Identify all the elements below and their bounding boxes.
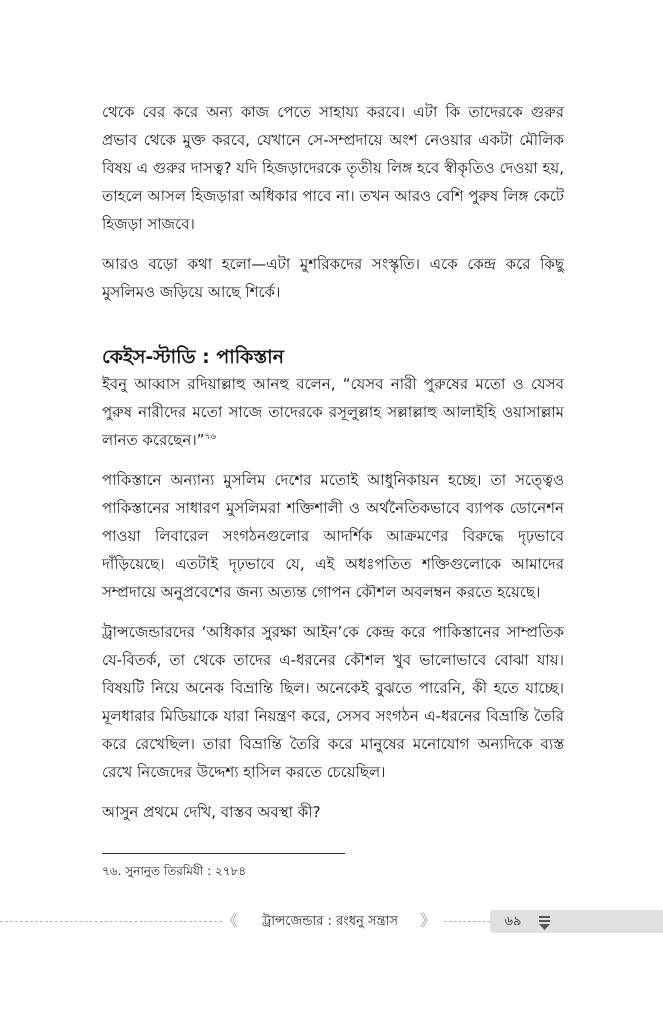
main-text-block [102,370,564,838]
footnote-divider [102,853,345,854]
body-paragraph: থেকে বের করে অন্য কাজ পেতে সাহায্য করবে। এটা কি তাদেরকে গুরুর প্রভাব থেকে মুক্ত করবে, যেখানে সে-সম্প্রদায়ে অংশ নেওয়ার একটা মৌলিক বিষয় এ গুরুর দাসত্ব? যদি হিজড়াদেরকে তৃতীয় লিঙ্গ হবে স্বীকৃতিও দেওয়া হয়, তাহলে আসল হিজড়ারা অধিকার পাবে না। তখন আরও বেশি পুরুষ লিঙ্গ কেটে হিজড়া সাজবে। [102,103,564,233]
page-number: ৬৯ [504,914,522,929]
section-heading: কেইস-স্টাডি : পাকিস্তান [102,346,284,368]
hadith-text: ইবনু আব্বাস রদিয়াল্লাহু আনহু বলেন, “যেসব নারী পুরুষের মতো ও যেসব পুরুষ নারীদের মতো সাজে তাদেরকে রসূলুল্লাহ সল্লাল্লাহু আলাইহি ওয়াসাল্লাম লানত করেছেন।” [102,375,564,449]
footnote: ৭৬. সুনানুত তিরমিযী : ২৭৮৪ [102,864,247,878]
intro-text-block [102,98,564,318]
chevron-left-ornament-icon: 《 [222,911,239,930]
page-number-box [490,910,560,933]
footer-band [560,910,663,933]
footer-title-box [230,909,430,935]
body-paragraph: ট্রান্সজেন্ডারদের ‘অধিকার সুরক্ষা আইন’কে কেন্দ্র করে পাকিস্তানের সাম্প্রতিক যে-বিতর্ক, তা থেকে তাদের এ-ধরনের কৌশল খুব ভালোভাবে বোঝা যায়। বিষয়টি নিয়ে অনেক বিভ্রান্তি ছিল। অনেকেই বুঝতে পারেনি, কী হতে যাচ্ছে। মূলধারার মিডিয়াকে যারা নিয়ন্ত্রণ করে, সেসব সংগঠন এ-ধরনের বিভ্রান্তি তৈরি করে রেখেছিল। তারা বিভ্রান্তি তৈরি করে মানুষের মনোযোগ অন্যদিকে ব্যস্ত রেখে নিজেদের উদ্দেশ্য হাসিল করতে চেয়েছিল। [102,623,564,781]
footer-dashed-line-right [444,921,490,923]
page-turn-icon [536,912,556,932]
footer-dashed-line-left [0,921,222,923]
footnote-reference[interactable]: ৭৬ [204,432,217,442]
body-paragraph: পাকিস্তানে অন্যান্য মুসলিম দেশের মতোই আধুনিকায়ন হচ্ছে। তা সত্ত্বেও পাকিস্তানের সাধারণ মুসলিমরা শক্তিশালী ও অর্থনৈতিকভাবে ব্যাপক ডোনেশন পাওয়া লিবারেল সংগঠনগুলোর আদর্শিক আক্রমণের বিরুদ্ধে দৃঢ়ভাবে দাঁড়িয়েছে। এতটাই দৃঢ়ভাবে যে, এই অধঃপতিত শক্তিগুলোকে আমাদের সম্প্রদায়ে অনুপ্রবেশের জন্য অত্যন্ত গোপন কৌশল অবলম্বন করতে হয়েছে। [102,471,564,601]
page-footer [0,907,663,937]
book-title: ট্রান্সজেন্ডার : রংধনু সন্ত্রাস [262,914,398,929]
chevron-right-ornament-icon: 》 [420,911,437,930]
body-paragraph: আসুন প্রথমে দেখি, বাস্তব অবস্থা কী? [102,803,321,821]
hadith-paragraph [102,370,564,454]
body-paragraph: আরও বড়ো কথা হলো—এটা মুশরিকদের সংস্কৃতি। একে কেন্দ্র করে কিছু মুসলিমও জড়িয়ে আছে শির্কে। [102,255,564,301]
